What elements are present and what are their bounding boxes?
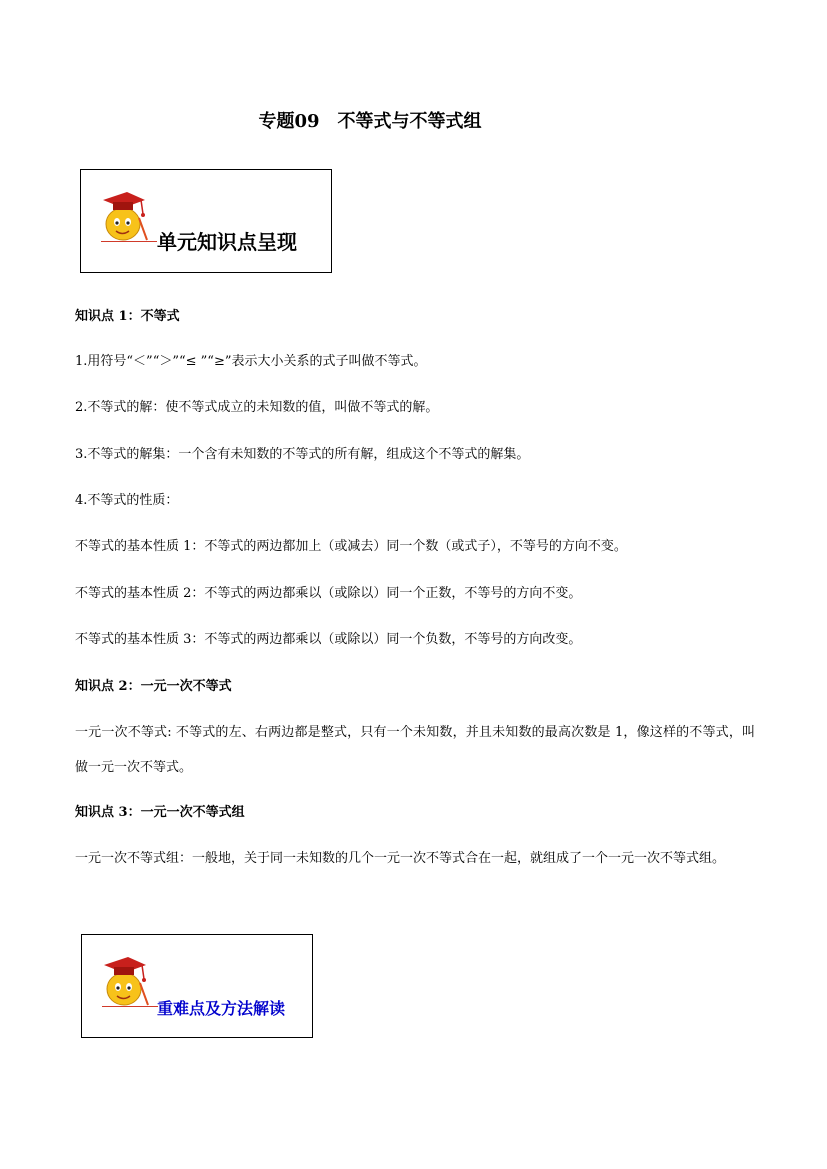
kp2-heading: 知识点 2：一元一次不等式 <box>75 679 232 694</box>
kp1-line-1: 1.用符号“＜”“＞”“≤ ”“≥”表示大小关系的式子叫做不等式。 <box>75 354 427 369</box>
mascot-graduate-icon <box>96 949 156 1009</box>
kp3-heading: 知识点 3：一元一次不等式组 <box>75 805 245 820</box>
kp1-heading: 知识点 1：不等式 <box>75 309 180 324</box>
page-title: 专题09 不等式与不等式组 <box>258 111 482 132</box>
kp1-line-3: 3.不等式的解集：一个含有未知数的不等式的所有解，组成这个不等式的解集。 <box>75 447 530 462</box>
kp3-text: 一元一次不等式组：一般地，关于同一未知数的几个一元一次不等式合在一起，就组成了一个一元一次不等式组。 <box>75 851 726 866</box>
kp1-line-4: 4.不等式的性质： <box>75 493 179 508</box>
banner-underline <box>101 241 157 242</box>
section-banner-methods <box>81 934 313 1038</box>
mascot-graduate-icon <box>95 184 155 244</box>
section-banner-knowledge <box>80 169 332 273</box>
kp1-property-2: 不等式的基本性质 2：不等式的两边都乘以（或除以）同一个正数，不等号的方向不变。 <box>75 586 582 601</box>
banner-label: 单元知识点呈现 <box>157 230 297 254</box>
kp1-property-3: 不等式的基本性质 3：不等式的两边都乘以（或除以）同一个负数，不等号的方向改变。 <box>75 632 582 647</box>
kp2-text: 一元一次不等式: 不等式的左、右两边都是整式，只有一个未知数，并且未知数的最高次数是 1，像这样的不等式，叫做一元一次不等式。 <box>75 725 755 775</box>
banner-underline <box>102 1006 158 1007</box>
banner-label: 重难点及方法解读 <box>157 999 286 1018</box>
kp1-line-2: 2.不等式的解：使不等式成立的未知数的值，叫做不等式的解。 <box>75 400 439 415</box>
kp1-property-1: 不等式的基本性质 1：不等式的两边都加上（或减去）同一个数（或式子），不等号的方向不变。 <box>75 539 627 554</box>
